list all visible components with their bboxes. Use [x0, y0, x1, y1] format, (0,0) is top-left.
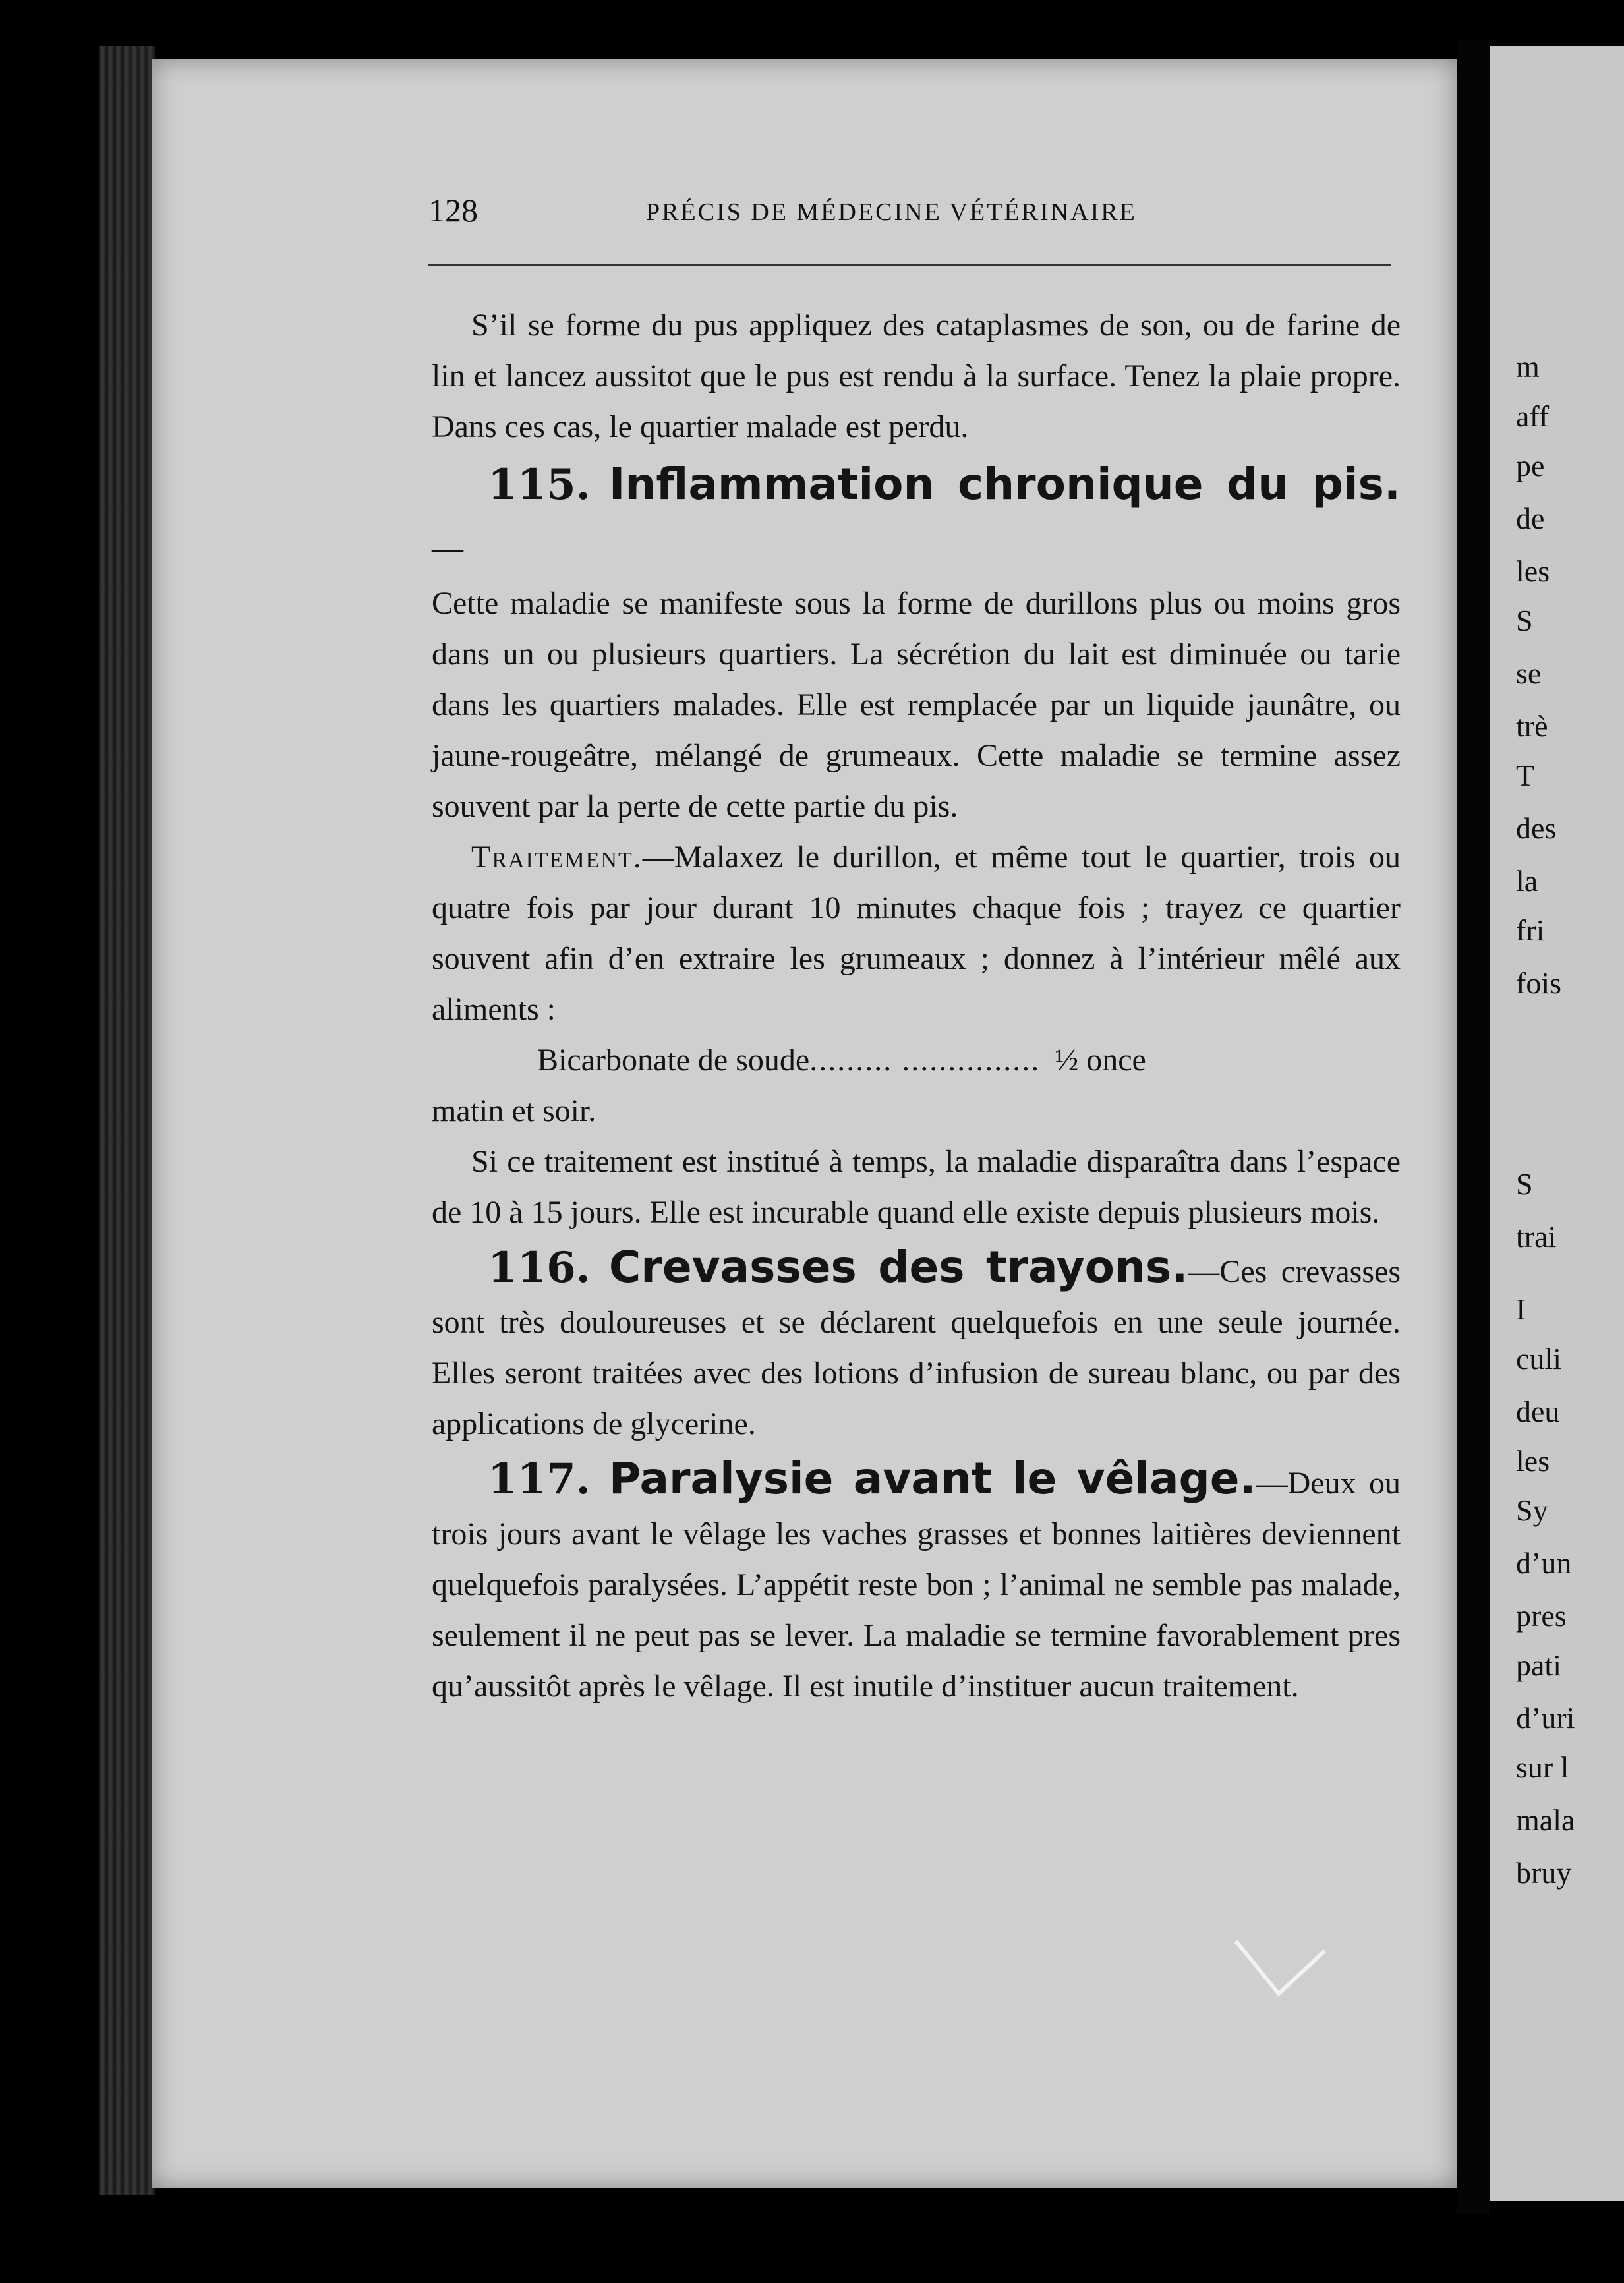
facing-page-text: la — [1516, 864, 1538, 898]
facing-page-text: fri — [1516, 913, 1545, 947]
section-115-body: Cette maladie se manifeste sous la forme de durillons plus ou moins gros dans un ou plusieurs quartiers. La sécrétion du lait est diminuée ou tarie dans les quartiers malades. Elle est remplacée par un liquide jaunâtre, ou jaune-rougeâtre, mélangé de grumeaux. Cette maladie se termine assez souvent par la perte de cette partie du pis. — [432, 586, 1401, 824]
treatment-text: —Malaxez le durillon, et même tout le quartier, trois ou quatre fois par jour durant 10 minutes chaque fois ; trayez ce quartier souvent afin d’en extraire les grumeaux ; donnez à l’intérieur mêlé aux aliments : — [432, 840, 1401, 1027]
section-115-closing: Si ce traitement est institué à temps, la maladie disparaîtra dans l’espace de 10 à 15 jours. Elle est incurable quand elle existe depuis plusieurs mois. — [432, 1144, 1401, 1230]
facing-page-text: Sy — [1516, 1493, 1548, 1527]
section-116 — [432, 1242, 1401, 1449]
facing-page-text: fois — [1516, 966, 1561, 1000]
section-heading: Paralysie avant le vêlage. — [608, 1453, 1256, 1504]
facing-page-text: mala — [1516, 1803, 1575, 1837]
formula-amount: ½ once — [1055, 1043, 1146, 1078]
book-page-edges — [99, 46, 155, 2195]
section-heading: Crevasses des trayons. — [608, 1242, 1188, 1292]
formula-after: matin et soir. — [432, 1093, 596, 1128]
facing-page-text: d’uri — [1516, 1701, 1575, 1735]
facing-page-text: trè — [1516, 709, 1548, 743]
facing-page-text: S — [1516, 604, 1533, 637]
treatment-paragraph — [432, 832, 1401, 1035]
facing-page-text: bruy — [1516, 1856, 1572, 1890]
facing-page-text: des — [1516, 811, 1557, 845]
section-number: 115. — [488, 460, 591, 509]
facing-page-text: deu — [1516, 1395, 1560, 1428]
facing-page-text: aff — [1516, 399, 1550, 433]
heading-dash: — — [432, 531, 463, 565]
facing-page-text: T — [1516, 759, 1535, 792]
section-number: 117. — [488, 1455, 591, 1504]
formula-item: Bicarbonate de soude — [537, 1043, 810, 1078]
page-number: 128 — [428, 192, 478, 229]
facing-page-fragment — [1490, 46, 1624, 2201]
facing-page-text: les — [1516, 554, 1550, 588]
facing-page-text: trai — [1516, 1220, 1557, 1254]
treatment-label: Traitement. — [471, 840, 643, 875]
facing-page-text: sur l — [1516, 1750, 1569, 1784]
section-117-body: Deux ou trois jours avant le vêlage les vaches grasses et bonnes laitières deviennent quelquefois paralysées. L’appétit reste bon ; l’animal ne semble pas malade, seulement il ne peut pas se lever. La maladie se termine favorablement pres qu’aussitôt après le vêlage. Il est inutile d’instituer aucun traitement. — [432, 1466, 1401, 1704]
pencil-mark — [1232, 1931, 1331, 2004]
section-115 — [432, 455, 1401, 578]
intro-paragraph: S’il se forme du pus appliquez des cataplasmes de son, ou de farine de lin et lancez aussitot que le pus est rendu à la surface. Tenez la plaie propre. Dans ces cas, le quartier malade est perdu. — [432, 308, 1401, 444]
section-number: 116. — [488, 1243, 591, 1292]
facing-page-text: de — [1516, 502, 1545, 535]
section-heading: Inflammation chronique du pis. — [608, 459, 1401, 509]
facing-page-text: pe — [1516, 449, 1545, 482]
facing-page-text: d’un — [1516, 1546, 1572, 1580]
facing-page-text: m — [1516, 350, 1540, 384]
facing-page-text: se — [1516, 656, 1542, 690]
running-title: PRÉCIS DE MÉDECINE VÉTÉRINAIRE — [646, 198, 1137, 226]
facing-page-text: pres — [1516, 1599, 1567, 1633]
book-gutter — [1457, 40, 1490, 2214]
facing-page-text: I — [1516, 1292, 1526, 1326]
page-header — [428, 191, 1391, 244]
section-117 — [432, 1453, 1401, 1712]
heading-dash: — — [1256, 1466, 1288, 1501]
formula-leader: ......... ............... — [809, 1043, 1041, 1078]
page-body — [432, 300, 1401, 1712]
facing-page-text: pati — [1516, 1648, 1561, 1682]
heading-dash: — — [1188, 1254, 1220, 1289]
facing-page-text: les — [1516, 1444, 1550, 1478]
section-116-body: Ces crevasses sont très douloureuses et se déclarent quelquefois en une seule journée. Elles seront traitées avec des lotions d’infusion de sureau blanc, ou par des applications de glycerine. — [432, 1254, 1401, 1441]
header-rule — [428, 264, 1391, 266]
formula-line — [432, 1035, 1401, 1085]
facing-page-text: S — [1516, 1167, 1533, 1201]
facing-page-text: culi — [1516, 1342, 1561, 1375]
